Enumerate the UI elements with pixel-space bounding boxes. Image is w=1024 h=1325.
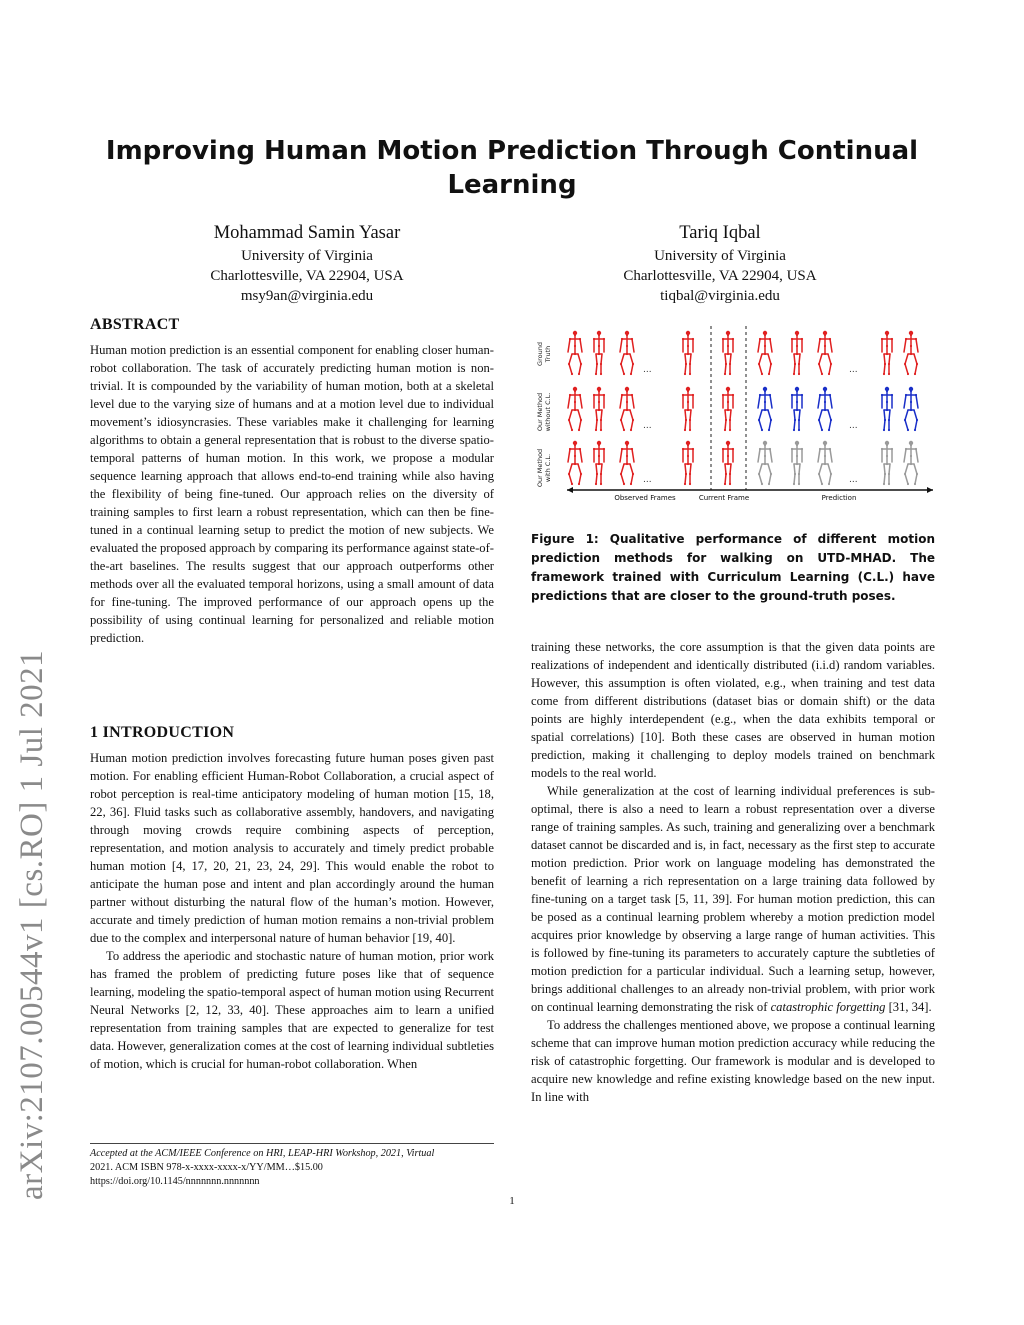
skeleton-figure — [568, 387, 582, 431]
introduction-heading: 1 INTRODUCTION — [90, 724, 235, 741]
intro-paragraph-2: To address the aperiodic and stochastic nature of human motion, prior work has framed the problem of predicting future poses like that of sequence learning, modeling the spatio-temporal aspect of human motion using Recurrent Neural Networks [2, 12, 33, 40]. These approaches aim to learn a unified representation from training samples that are expected to generalize for test data. However, generalization comes at the cost of learning individual subtleties of motion, which is crucial for human-robot collaboration. When — [90, 949, 494, 1071]
right-paragraph-2-end: [31, 34]. — [885, 1000, 932, 1014]
skeleton-figure — [722, 331, 734, 375]
ellipsis-marker: ... — [643, 365, 652, 375]
skeleton-figure — [818, 331, 832, 375]
ellipsis-marker: ... — [849, 421, 858, 431]
abstract-heading: ABSTRACT — [90, 316, 180, 333]
time-axis-right-arrow — [927, 487, 933, 493]
skeleton-figure — [881, 331, 893, 375]
observed-frames-label: Observed Frames — [614, 494, 676, 502]
author-email[interactable]: msy9an@virginia.edu — [240, 288, 374, 304]
skeleton-figure — [722, 387, 734, 431]
paper-title: Improving Human Motion Prediction Through Continual Learning — [105, 136, 919, 200]
footnote-doi[interactable]: https://doi.org/10.1145/nnnnnnn.nnnnnnn — [90, 1176, 260, 1187]
skeleton-figure — [620, 331, 634, 375]
row-label-text: Our Method — [536, 392, 544, 432]
author-affiliation: University of Virginia — [241, 248, 373, 264]
skeleton-figure — [818, 387, 832, 431]
row-label-without-cl — [536, 393, 552, 432]
ellipsis-marker: ... — [643, 475, 652, 485]
abstract-text: Human motion prediction is an essential component for enabling closer human-robot collaboration. The task of accurately predicting human motion is non-trivial. It is compounded by the variability of human motion, both at a skeletal level due to the varying size of humans and at a motion level due to individual movement’s idiosyncrasies. These variables make it challenging for learning algorithms to obtain a general representation that is robust to the diverse spatio-temporal patterns of human motion. In this work, we propose a modular sequence learning approach that allows end-to-end training while also having the flexibility of being fine-tuned. Our approach relies on the diversity of training samples to first learn a robust representation, which can then be fine-tuned in a continual learning setup to predict the motion of new subjects. We evaluated the proposed approach by comparing its performance against state-of-the-art baselines. The results suggest that our approach outperforms other methods over all the evaluated temporal horizons, using a small amount of data for fine-tuning. The improved performance of our approach opens up the possibility of using continual learning for personalized and reliable motion prediction. — [90, 343, 494, 645]
author-email[interactable]: tiqbal@virginia.edu — [660, 288, 780, 304]
right-column-body — [531, 638, 935, 1106]
skeleton-figure — [593, 441, 605, 485]
skeleton-figure — [818, 441, 832, 485]
footnote-isbn: 2021. ACM ISBN 978-x-xxxx-xxxx-x/YY/MM…$15.00 — [90, 1162, 323, 1173]
skeleton-figure — [568, 441, 582, 485]
author-name: Mohammad Samin Yasar — [213, 223, 401, 243]
skeleton-figure — [593, 387, 605, 431]
prediction-label: Prediction — [821, 494, 857, 502]
skeleton-figure — [881, 387, 893, 431]
footnote-venue: Accepted at the ACM/IEEE Conference on HRI, LEAP-HRI Workshop, 2021, Virtual — [90, 1148, 435, 1159]
intro-paragraph-1: Human motion prediction involves forecasting future human poses given past motion. For enabling efficient Human-Robot Collaboration, a crucial aspect of robot perception is real-time anticipatory modeling of human motion [15, 18, 22, 36]. Fluid tasks such as collaborative assembly, handovers, and navigating through moving crowds require combining aspects of perception, representation, and motion analysis to accurately and timely predict probable human motion [4, 17, 20, 21, 23, 24, 29]. This would enable the robot to anticipate the human pose and intent and plan accordingly around the human partner without disturbing the natural flow of the human’s motion. However, accurate and timely prediction of human motion remains a non-trivial problem due to the complex and interpersonal nature of human behavior [19, 40]. — [90, 751, 494, 945]
skeleton-figure — [791, 331, 803, 375]
skeleton-figure — [758, 441, 772, 485]
footnote-divider — [90, 1143, 494, 1144]
skeleton-figure — [682, 331, 694, 375]
skeleton-figure — [791, 441, 803, 485]
author-block-2 — [570, 220, 870, 306]
row-label-text: Truth — [544, 345, 552, 363]
skeleton-figure — [758, 387, 772, 431]
skeleton-figure — [682, 441, 694, 485]
skeleton-figure — [620, 387, 634, 431]
skeleton-figure — [904, 387, 918, 431]
row-label-text: Ground — [536, 342, 544, 366]
skeleton-figure — [620, 441, 634, 485]
author-block-1 — [157, 220, 457, 306]
right-paragraph-2-italic: catastrophic forgetting — [770, 1000, 886, 1014]
skeleton-figure — [904, 331, 918, 375]
row-label-text: with C.L. — [544, 453, 552, 483]
skeleton-figure — [758, 331, 772, 375]
introduction-body — [90, 749, 494, 1073]
page-number: 1 — [509, 1195, 515, 1207]
skeleton-figure — [881, 441, 893, 485]
skeleton-figure — [791, 387, 803, 431]
author-address: Charlottesville, VA 22904, USA — [210, 268, 404, 284]
arxiv-stamp: arXiv:2107.00544v1 [cs.RO] 1 Jul 2021 — [14, 649, 50, 1200]
footnote — [90, 1147, 494, 1189]
skeleton-figure — [722, 441, 734, 485]
figure-1-caption: Figure 1: Qualitative performance of different motion prediction methods for walking on UTD-MHAD. The framework trained with Curriculum Learning (C.L.) have predictions that are closer to the ground-truth poses. — [531, 532, 935, 603]
right-paragraph-2 — [531, 782, 935, 1016]
author-name: Tariq Iqbal — [679, 223, 761, 243]
author-affiliation: University of Virginia — [654, 248, 786, 264]
row-label-text: without C.L. — [544, 392, 552, 432]
row-label-text: Our Method — [536, 448, 544, 488]
figure-1 — [531, 322, 935, 508]
skeleton-figure — [593, 331, 605, 375]
right-paragraph-1: training these networks, the core assumption is that the given data points are realizations of independent and identically distributed (i.i.d) random variables. However, this assumption is often violated, e.g., when training and test data come from different distributions (dataset bias or domain shift) or the data points are highly interdependent (e.g., when the data exhibits temporal or spatial correlations) [10]. Both these cases are observed in human motion prediction, making it challenging to deploy models trained on benchmark models to the real world. — [531, 640, 935, 780]
figure-1-graphic — [531, 322, 935, 508]
right-paragraph-2-text: While generalization at the cost of learning individual preferences is sub-optimal, there is also a need to learn a robust representation over a diverse range of training samples. As such, training and generalizing over a benchmark dataset cannot be discarded and is, in fact, necessary as the first step to accurate motion prediction. Prior work on language modeling has demonstrated the benefit of learning a rich representation on a large training data followed by fine-tuning on a target task [5, 11, 39]. For human motion prediction, this can be posed as a continual learning problem whereby a motion prediction model acquires prior knowledge by observing a large range of human activities. This is followed by fine-tuning its parameters to accurately capture the subtleties of motion prediction for a particular individual. Such a learning setup, however, brings additional challenges to an already non-trivial problem, with prior work on continual learning demonstrating the risk of — [531, 784, 935, 1014]
skeleton-figure — [682, 387, 694, 431]
ellipsis-marker: ... — [849, 475, 858, 485]
skeleton-figure — [904, 441, 918, 485]
abstract-body — [90, 341, 494, 647]
current-frame-label: Current Frame — [698, 494, 750, 502]
skeleton-layer — [568, 331, 918, 485]
time-axis-left-arrow — [567, 487, 573, 493]
row-label-with-cl — [536, 449, 552, 487]
author-address: Charlottesville, VA 22904, USA — [623, 268, 817, 284]
right-paragraph-3: To address the challenges mentioned above, we propose a continual learning scheme that can improve human motion prediction accuracy while reducing the risk of catastrophic forgetting. Our framework is modular and is developed to acquire new knowledge and refine existing knowledge based on the new input. In line with — [531, 1018, 935, 1104]
ellipsis-marker: ... — [849, 365, 858, 375]
ellipsis-marker: ... — [643, 421, 652, 431]
row-label-ground-truth — [536, 342, 552, 366]
skeleton-figure — [568, 331, 582, 375]
